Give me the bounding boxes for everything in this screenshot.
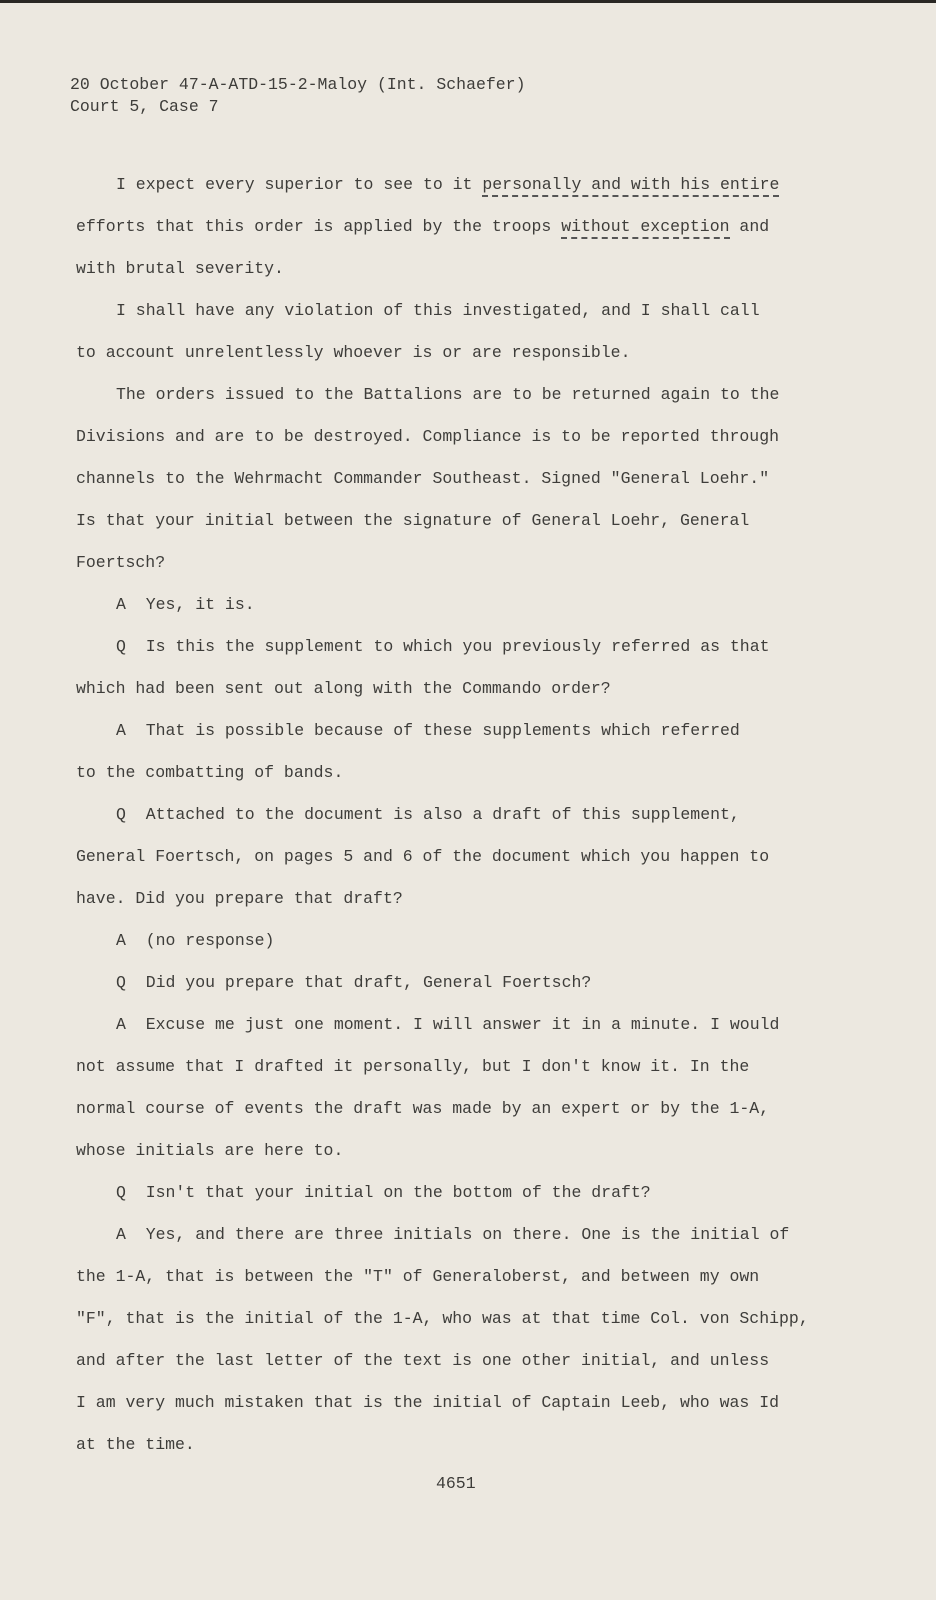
transcript-line	[76, 584, 896, 626]
line-text: and	[729, 217, 770, 236]
transcript-line	[76, 836, 896, 878]
transcript-line	[76, 332, 896, 374]
transcript-line	[76, 626, 896, 668]
transcript-line	[76, 374, 896, 416]
underlined-text: without exception	[561, 217, 729, 239]
header-court-case: Court 5, Case 7	[70, 97, 219, 116]
transcript-line	[76, 1382, 896, 1424]
line-text: Is that your initial between the signature of General Loehr, General	[76, 511, 750, 530]
line-text: to the combatting of bands.	[76, 763, 344, 782]
line-text: Foertsch?	[76, 553, 166, 572]
line-text: not assume that I drafted it personally, but I don't know it. In the	[76, 1057, 750, 1076]
transcript-line	[76, 290, 896, 332]
line-text: I shall have any violation of this investigated, and I shall call	[116, 301, 760, 320]
transcript-line	[76, 752, 896, 794]
line-text: I expect every superior to see to it	[116, 175, 483, 194]
transcript-line	[76, 1424, 896, 1466]
line-text: have. Did you prepare that draft?	[76, 889, 403, 908]
line-text: with brutal severity.	[76, 259, 284, 278]
transcript-line	[76, 248, 896, 290]
transcript-line	[76, 1298, 896, 1340]
line-text: Q Did you prepare that draft, General Foertsch?	[116, 973, 592, 992]
line-text: A That is possible because of these supplements which referred	[116, 721, 740, 740]
transcript-line	[76, 1130, 896, 1172]
line-text: A Yes, and there are three initials on there. One is the initial of	[116, 1225, 790, 1244]
line-text: A Excuse me just one moment. I will answer it in a minute. I would	[116, 1015, 780, 1034]
transcript-line	[76, 542, 896, 584]
underlined-text: personally and with his entire	[482, 175, 779, 197]
transcript-line	[76, 1046, 896, 1088]
transcript-line	[76, 668, 896, 710]
line-text: "F", that is the initial of the 1-A, who was at that time Col. von Schipp,	[76, 1309, 809, 1328]
line-text: Divisions and are to be destroyed. Compliance is to be reported through	[76, 427, 780, 446]
transcript-line	[76, 164, 896, 206]
line-text: normal course of events the draft was made by an expert or by the 1-A,	[76, 1099, 770, 1118]
document-header	[70, 74, 525, 118]
line-text: Q Is this the supplement to which you previously referred as that	[116, 637, 770, 656]
line-text: the 1-A, that is between the "T" of Generaloberst, and between my own	[76, 1267, 760, 1286]
page-edge	[0, 0, 936, 3]
transcript-line	[76, 1088, 896, 1130]
line-text: whose initials are here to.	[76, 1141, 344, 1160]
transcript-line	[76, 1340, 896, 1382]
line-text: General Foertsch, on pages 5 and 6 of the document which you happen to	[76, 847, 770, 866]
line-text: at the time.	[76, 1435, 195, 1454]
transcript-line	[76, 458, 896, 500]
transcript-line	[76, 416, 896, 458]
transcript-line	[76, 794, 896, 836]
line-text: A Yes, it is.	[116, 595, 255, 614]
transcript-line	[76, 1172, 896, 1214]
line-text: The orders issued to the Battalions are to be returned again to the	[116, 385, 780, 404]
transcript-line	[76, 206, 896, 248]
transcript-line	[76, 500, 896, 542]
line-text: Q Isn't that your initial on the bottom of the draft?	[116, 1183, 651, 1202]
header-date-reference: 20 October 47-A-ATD-15-2-Maloy (Int. Schaefer)	[70, 75, 526, 94]
transcript-line	[76, 920, 896, 962]
transcript-body	[76, 164, 896, 1466]
line-text: A (no response)	[116, 931, 275, 950]
transcript-line	[76, 710, 896, 752]
line-text: efforts that this order is applied by the troops	[76, 217, 562, 236]
line-text: to account unrelentlessly whoever is or are responsible.	[76, 343, 631, 362]
transcript-line	[76, 878, 896, 920]
line-text: and after the last letter of the text is one other initial, and unless	[76, 1351, 770, 1370]
line-text: channels to the Wehrmacht Commander Southeast. Signed "General Loehr."	[76, 469, 770, 488]
line-text: Q Attached to the document is also a draft of this supplement,	[116, 805, 740, 824]
transcript-line	[76, 962, 896, 1004]
page-number: 4651	[436, 1474, 476, 1493]
line-text: which had been sent out along with the Commando order?	[76, 679, 611, 698]
line-text: I am very much mistaken that is the initial of Captain Leeb, who was Id	[76, 1393, 780, 1412]
transcript-line	[76, 1256, 896, 1298]
transcript-line	[76, 1004, 896, 1046]
transcript-line	[76, 1214, 896, 1256]
